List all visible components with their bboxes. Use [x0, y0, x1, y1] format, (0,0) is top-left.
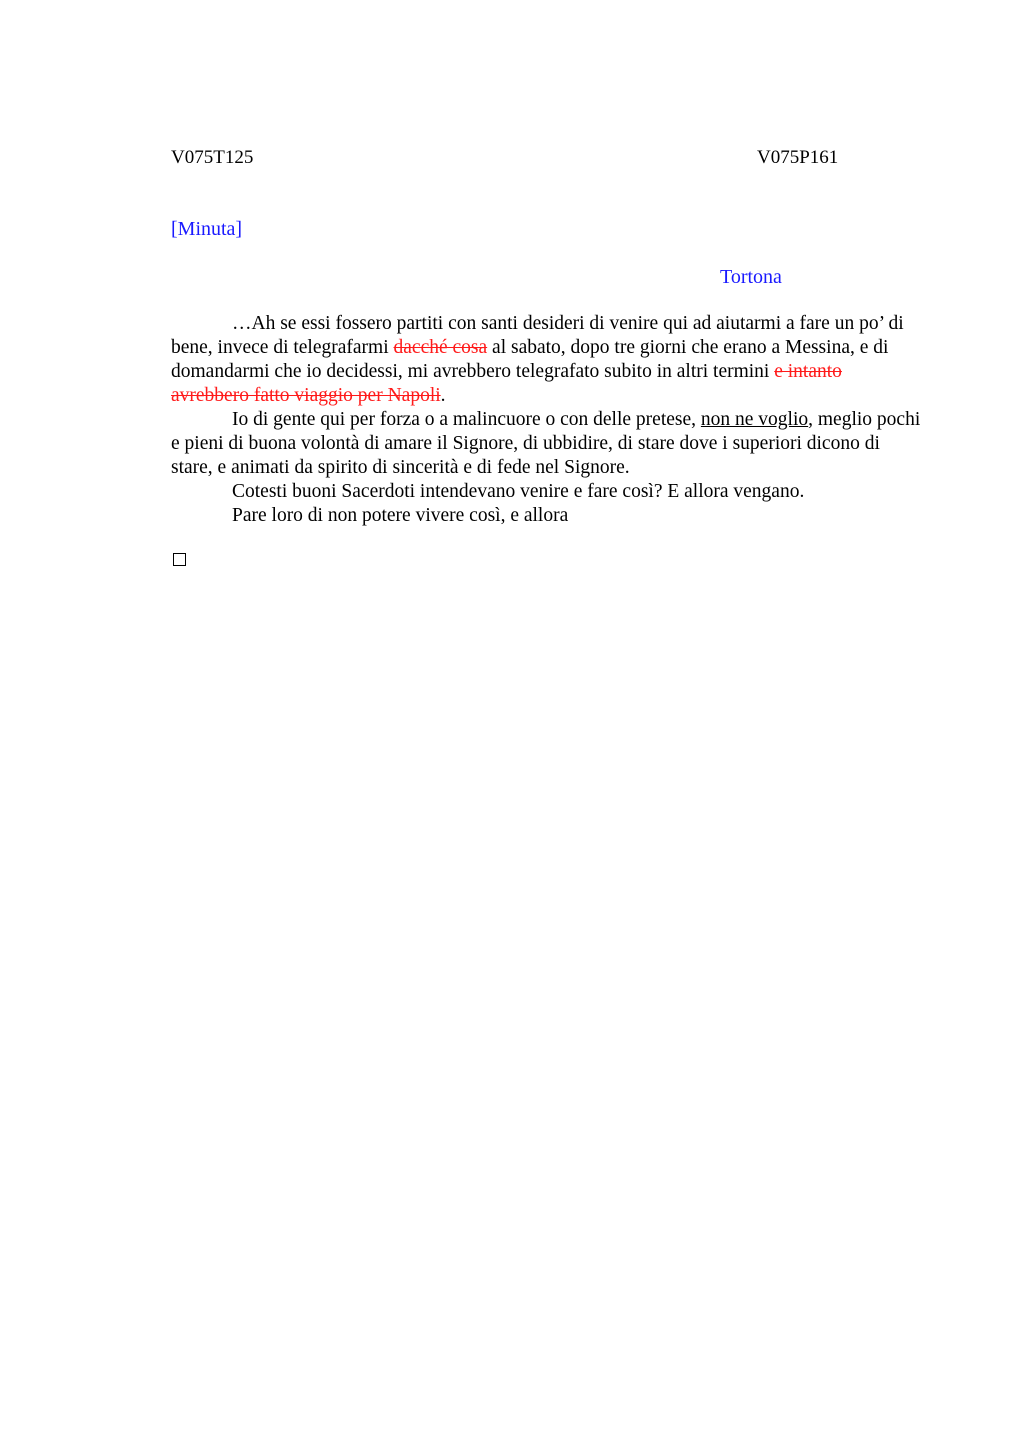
paragraph-1-text-c: . — [440, 385, 446, 406]
paragraph-1 — [171, 312, 923, 408]
document-reference-left: V075T125 — [171, 147, 254, 168]
document-reference-right: V075P161 — [757, 147, 839, 168]
empty-square-icon — [173, 553, 186, 566]
document-page — [171, 0, 921, 1450]
paragraph-1-text-b: al sabato, dopo tre giorni che erano a Messina, e di domandarmi che io decidessi, mi avrebbero telegrafato subito in altri termini — [171, 337, 889, 382]
paragraph-2 — [171, 408, 923, 480]
letter-body — [171, 312, 923, 528]
draft-annotation: [Minuta] — [171, 218, 243, 240]
place-name: Tortona — [720, 266, 782, 288]
paragraph-2-text-b: , meglio pochi e pieni di buona volontà di amare il Signore, di ubbidire, di stare dove i superiori dicono di stare, e animati da spirito di sincerità e di fede nel Signore. — [171, 409, 921, 478]
underlined-text: non ne voglio — [700, 409, 809, 430]
paragraph-2-text-a: Io di gente qui per forza o a malincuore o con delle pretese, — [232, 409, 701, 430]
paragraph-3: Cotesti buoni Sacerdoti intendevano venire e fare così? E allora vengano. — [232, 481, 805, 502]
deleted-text-1: dacché cosa — [393, 337, 488, 358]
paragraph-4: Pare loro di non potere vivere così, e allora — [232, 505, 569, 526]
deleted-text-2: e intanto avrebbero fatto viaggio per Napoli — [171, 361, 842, 406]
paragraph-1-text-a: …Ah se essi fossero partiti con santi desideri di venire qui ad aiutarmi a fare un po’ di bene, invece di telegrafarmi — [171, 313, 904, 358]
